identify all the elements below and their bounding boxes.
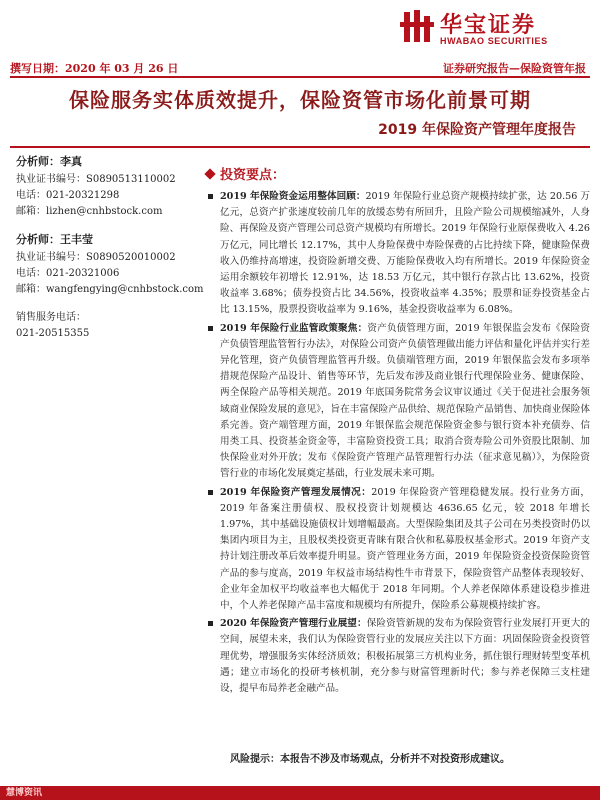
- analyst-block: [16, 154, 196, 220]
- key-point-lead: 2019 年保险资金运用整体回顾：: [220, 191, 366, 202]
- analyst-name: 分析师：李真: [16, 155, 82, 168]
- key-points-heading: [206, 164, 590, 183]
- key-point-lead: 2019 年保险资产管理发展情况：: [220, 486, 372, 498]
- brand-name-en: HWABAO SECURITIES: [440, 36, 548, 46]
- key-point: [206, 485, 590, 615]
- footer-bar: [0, 786, 600, 800]
- analyst-block: [16, 232, 204, 298]
- sales-label: 销售服务电话：: [16, 312, 86, 323]
- footer-text: 慧博资讯: [6, 788, 43, 798]
- key-point-text: 资产负债管理方面，2019 年银保监会发布《保险资产负债管理监管暂行办法》，对保险公司资产负债管理做出能力评估和量化评估并实行差异化管理，资产负债管理监管再升级。负债端管理方面，2019 年银保监会发布多项举措规范保险产品设计、销售等环节，先后发布涉及商业银行代理保险业务、健康保险、两全保险产品等相关规范。2019 年底国务院常务会议审议通过《关于促进社会服务领域商业保险发展的意见》，旨在丰富保险产品供给、规范保险产品销售、加快商业保险体系完善。资产端管理方面，2019 年银保监会规范保险资金参与银行资本补充债券、信用类工具、投资基金资金等，丰富险资投资工具；取消合资寿险公司外资股比限制、加快保险业对外开放；发布《保险资产管理产品管理暂行办法（征求意见稿）》，为保险资管行业的市场化发展奠定基础，行业发展未来可期。: [220, 322, 590, 480]
- key-point-text: 2019 年保险行业总资产规模持续扩张，达 20.56 万亿元，总资产扩张速度较前几年的放缓态势有所回升，且险产险公司规模缩减外，人身险、再保险及资产管理公司总资产规模均有所增长。2019 年保险行业原保费收入 4.26 万亿元，同比增长 12.17%，其中人身险保费中寿险保费的占比持续下降，健康险保费收入仍维持高增速，投资险新增交费、万能险保费收入均有所增长。2019 年保险资金运用余额较年初增长 12.91%，达 18.53 万亿元，其中银行存款占比 13.62%，投资收益率 3.68%；债券投资占比 34.56%，投资收益率 4.35%；股票和证券投资基金占比 13.15%，股票投资收益率为 9.16%，基金投资收益率为 6.08%。: [220, 191, 590, 316]
- key-point: [206, 321, 590, 483]
- key-point-lead: 2019 年保险行业监管政策聚焦：: [220, 322, 368, 334]
- report-type: 证券研究报告—保险资管年报: [443, 62, 586, 75]
- risk-notice: 风险提示：本报告不涉及市场观点，分析并不对投资形成建议。: [230, 754, 510, 765]
- analyst-phone: 电话：021-20321006: [16, 268, 120, 279]
- key-point-text: 保险资管新规的发布为保险资管行业发展打开更大的空间，展望未来，我们认为保险资管行业的发展应关注以下方面：巩固保险资金投资管理优势，增强服务实体经济质效；积极拓展第三方机构业务，抓住银行理财转型变革机遇；建立市场化的投研考核机制，充分参与财富管理新时代；参与养老保障三支柱建设，提早布局养老金融产品。: [220, 618, 590, 695]
- brand-name-cn: 华宝证券: [440, 13, 537, 38]
- key-point: [206, 616, 590, 697]
- analyst-phone: 电话：021-20321298: [16, 190, 120, 201]
- analyst-column: [16, 154, 204, 342]
- title-divider: [10, 146, 590, 148]
- report-title: 保险服务实体质效提升，保险资管市场化前景可期: [69, 88, 531, 112]
- analyst-name: 分析师：王丰莹: [16, 233, 93, 246]
- analyst-cert: 执业证书编号：S0890520010002: [16, 252, 176, 263]
- key-point-lead: 2020 年保险资产管理行业展望：: [220, 618, 367, 630]
- key-point: [206, 189, 590, 319]
- diamond-icon: [204, 168, 215, 179]
- square-bullet-icon: [208, 326, 213, 331]
- analyst-email[interactable]: 邮箱：lizhen@cnhbstock.com: [16, 206, 163, 217]
- key-point-text: 2019 年保险资产管理稳健发展。投行业务方面，2019 年备案注册债权、股权投资计划规模达 4636.65 亿元，较 2018 年增长 1.97%，其中基础设施债权计划增幅最高。大型保险集团及其子公司在另类投资时仍以集团内项目为主，且股权类投资更青睐有限合伙和私募股权基金形式。2019 年资产支持计划注册改革后效率提升明显。资产管理业务方面，2019 年保险资金投资保险资管产品的参与度高，2019 年权益市场结构性牛市背景下，保险资管产品整体表现较好、企业年金加权平均收益率也大幅优于 2018 年同期。个人养老保障体系建设稳步推进中，个人养老保障产品丰富度和规模均有所提升，保险系公募规模持续扩容。: [220, 486, 590, 612]
- brand-logo: [400, 6, 590, 50]
- report-date: 撰写日期：2020 年 03 月 26 日: [10, 62, 179, 75]
- analyst-email[interactable]: 邮箱：wangfengying@cnhbstock.com: [16, 284, 204, 295]
- square-bullet-icon: [208, 194, 213, 199]
- square-bullet-icon: [208, 490, 213, 495]
- header-divider: [10, 76, 590, 78]
- huabao-logo-icon: [400, 8, 434, 44]
- key-points-title: 投资要点：: [220, 168, 286, 183]
- report-subtitle: 2019 年保险资产管理年度报告: [378, 122, 576, 138]
- square-bullet-icon: [208, 621, 213, 626]
- analyst-cert: 执业证书编号：S0890513110002: [16, 174, 176, 185]
- sales-phone: 021-20515355: [16, 328, 90, 339]
- key-points: [206, 164, 590, 699]
